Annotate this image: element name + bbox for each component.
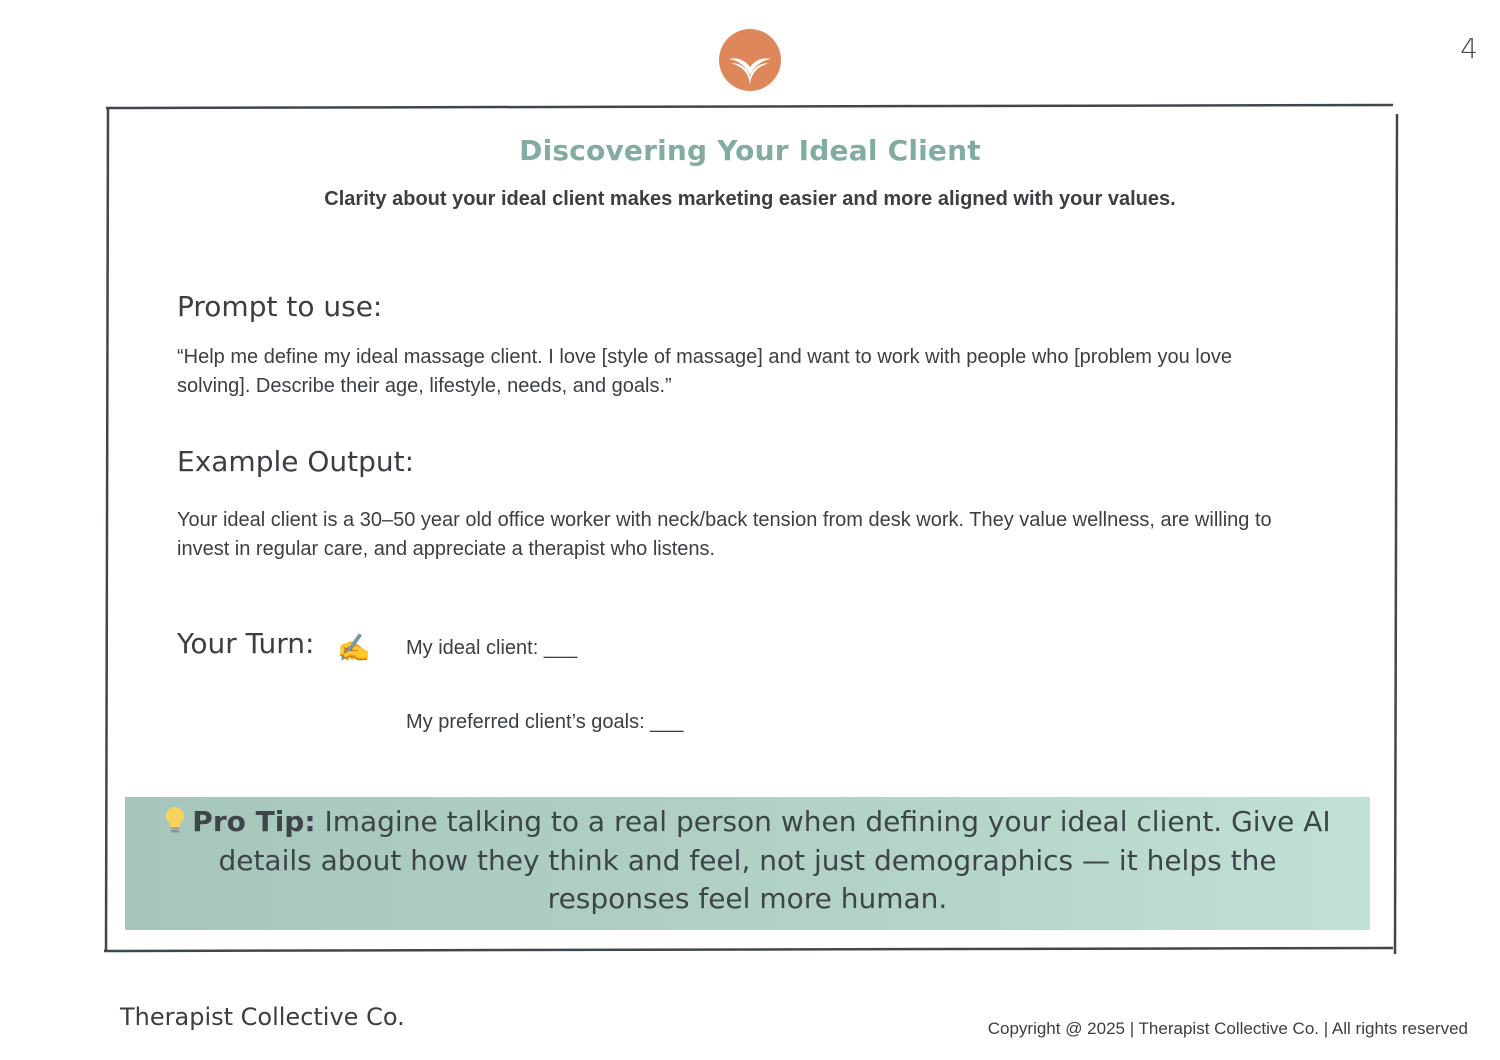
footer-brand: Therapist Collective Co. bbox=[120, 1003, 405, 1031]
lightbulb-icon bbox=[164, 806, 186, 834]
your-turn-heading: Your Turn: bbox=[177, 627, 315, 660]
prompt-text: “Help me define my ideal massage client. I love [style of massage] and want to work with people who [problem you love solving]. Describe their age, lifestyle, needs, and goals.” bbox=[177, 346, 1232, 397]
footer-copyright: Copyright @ 2025 | Therapist Collective Co. | All rights reserved bbox=[987, 1019, 1468, 1038]
client-goals-field[interactable]: My preferred client’s goals: ___ bbox=[406, 711, 684, 733]
example-heading: Example Output: bbox=[177, 445, 415, 478]
pro-tip-box bbox=[125, 797, 1370, 930]
page-number: 4 bbox=[1460, 32, 1478, 65]
sprout-circle-icon bbox=[719, 29, 781, 91]
example-text: Your ideal client is a 30–50 year old office worker with neck/back tension from desk work. They value wellness, are willing to invest in regular care, and appreciate a therapist who listens. bbox=[177, 509, 1272, 560]
prompt-heading: Prompt to use: bbox=[177, 290, 383, 323]
page-subtitle: Clarity about your ideal client makes marketing easier and more aligned with your values. bbox=[324, 188, 1176, 210]
ideal-client-field[interactable]: My ideal client: ___ bbox=[406, 637, 578, 659]
pro-tip-label: Pro Tip: bbox=[192, 805, 316, 838]
pro-tip-text: Imagine talking to a real person when defining your ideal client. Give AI details about how they think and feel, not just demographics — it helps the responses feel more human. bbox=[218, 805, 1331, 915]
page-title: Discovering Your Ideal Client bbox=[519, 134, 981, 167]
writing-hand-icon: ✍ bbox=[337, 633, 371, 663]
